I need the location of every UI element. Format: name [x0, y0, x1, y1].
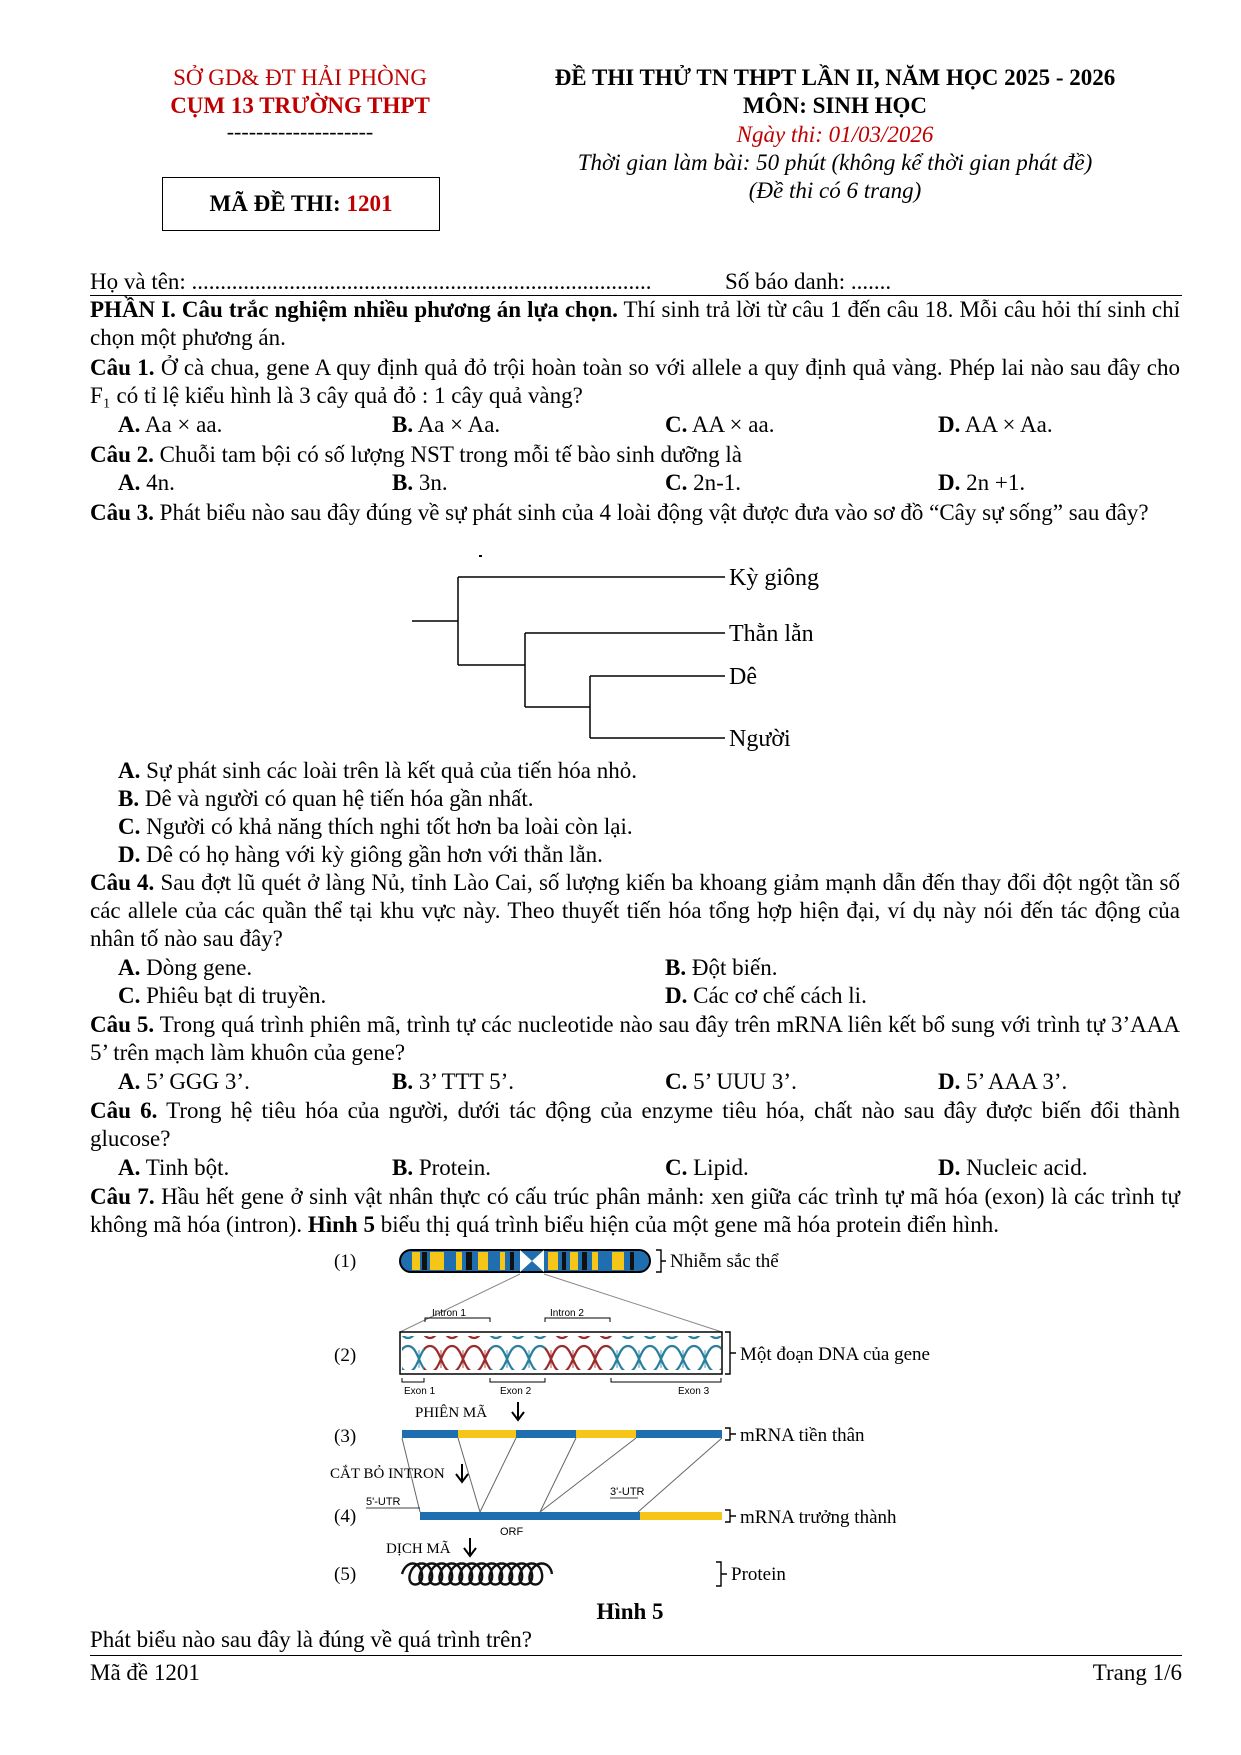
exam-code-label: MÃ ĐỀ THI: [209, 191, 341, 216]
q4-b-key: B. [665, 955, 687, 980]
q6-number: Câu 6. [90, 1098, 158, 1123]
q6-b-key: B. [392, 1155, 414, 1180]
q2-option-b[interactable] [392, 469, 448, 497]
mature-mrna-strand [420, 1512, 722, 1520]
q2-d-text: 2n +1. [960, 470, 1026, 495]
utr5-label: 5'-UTR [366, 1496, 401, 1508]
q6-a-text: Tinh bột. [140, 1155, 230, 1180]
header-dashes: -------------------- [226, 119, 374, 144]
footer-page-number: Trang 1/6 [1092, 1660, 1182, 1685]
exon-1-label: Exon 1 [404, 1386, 436, 1397]
q3-d-text: Dê có họ hàng với kỳ giông gần hơn với thằn lằn. [140, 842, 603, 867]
q6-a-key: A. [118, 1155, 141, 1180]
q3-c-key: C. [118, 814, 141, 839]
q3-c-text: Người có khả năng thích nghi tốt hơn ba loài còn lại. [140, 814, 633, 839]
transcription-label: PHIÊN MÃ [415, 1405, 488, 1421]
q4-b-text: Đột biến. [686, 955, 778, 980]
q2-b-text: 3n. [413, 470, 448, 495]
q5-option-c[interactable] [665, 1068, 797, 1096]
step-2-number: (2) [334, 1345, 357, 1366]
q1-d-text: AA × Aa. [960, 412, 1053, 437]
splicing-label: CẮT BỎ INTRON [330, 1466, 445, 1482]
q6-c-text: Lipid. [687, 1155, 749, 1180]
question-7 [90, 1183, 1180, 1239]
q7-figure-ref: Hình 5 [307, 1212, 375, 1237]
q3-a-text: Sự phát sinh các loài trên là kết quả của tiến hóa nhỏ. [140, 758, 637, 783]
cluster-name: CỤM 13 TRƯỜNG THPT [170, 93, 430, 118]
q4-d-text: Các cơ chế cách li. [687, 983, 867, 1008]
question-2 [90, 441, 1180, 469]
q5-b-key: B. [392, 1069, 414, 1094]
q4-d-key: D. [665, 983, 688, 1008]
q6-d-text: Nucleic acid. [960, 1155, 1088, 1180]
step-5-number: (5) [334, 1564, 357, 1585]
q2-option-a[interactable] [118, 469, 175, 497]
q2-option-c[interactable] [665, 469, 741, 497]
q4-c-text: Phiêu bạt di truyền. [140, 983, 327, 1008]
step-3-number: (3) [334, 1426, 357, 1447]
q5-d-key: D. [938, 1069, 961, 1094]
q5-number: Câu 5. [90, 1012, 155, 1037]
subject-title: MÔN: SINH HỌC [743, 93, 927, 118]
q4-number: Câu 4. [90, 870, 155, 895]
q5-option-d[interactable] [938, 1068, 1067, 1096]
q2-d-key: D. [938, 470, 961, 495]
q6-option-a[interactable] [118, 1154, 229, 1182]
q6-option-b[interactable] [392, 1154, 491, 1182]
q1-c-text: AA × aa. [687, 412, 775, 437]
mature-mrna-label: mRNA trưởng thành [740, 1507, 897, 1528]
question-4 [90, 869, 1180, 953]
transcription-arrow-icon [512, 1402, 524, 1420]
q7-stem: Phát biểu nào sau đây là đúng về quá trình trên? [90, 1627, 532, 1652]
student-id-field[interactable]: Số báo danh: ....... [725, 269, 892, 294]
q5-c-key: C. [665, 1069, 688, 1094]
footer-exam-code: Mã đề 1201 [90, 1660, 200, 1685]
q5-d-text: 5’ AAA 3’. [960, 1069, 1068, 1094]
phylogenetic-tree [400, 555, 860, 755]
q2-c-key: C. [665, 470, 688, 495]
q3-b-text: Dê và người có quan hệ tiến hóa gần nhất. [139, 786, 534, 811]
q6-b-text: Protein. [413, 1155, 492, 1180]
exam-code-box [162, 177, 440, 231]
protein-label: Protein [731, 1564, 786, 1585]
q4-text: Sau đợt lũ quét ở làng Nủ, tỉnh Lào Cai, số lượng kiến ba khoang giảm mạnh dẫn đến thay đổi đột ngột tần số các allele của các quần thể tại khu vực này. Theo thuyết tiến hóa tổng hợp hiện đại, ví dụ này nói đến tác động của nhân tố nào sau đây? [90, 870, 1180, 951]
q2-text: Chuỗi tam bội có số lượng NST trong mỗi tế bào sinh dưỡng là [153, 442, 742, 467]
q1-b-text: Aa × Aa. [413, 412, 501, 437]
intron-2-label: Intron 2 [550, 1308, 584, 1319]
q1-a-key: A. [118, 412, 141, 437]
q1-text: Ở cà chua, gene A quy định quả đỏ trội hoàn toàn so với allele a quy định quả vàng. Phép lai nào sau đây cho F₁ có tỉ lệ kiểu hình là 3 cây quả đỏ : 1 cây quả vàng? [90, 355, 1180, 408]
q1-option-b[interactable] [392, 411, 500, 439]
q5-b-text: 3’ TTT 5’. [413, 1069, 515, 1094]
q5-text: Trong quá trình phiên mã, trình tự các nucleotide nào sau đây trên mRNA liên kết bổ sung với trình tự 3’AAA 5’ trên mạch làm khuôn của gene? [90, 1012, 1181, 1065]
q4-option-b[interactable] [665, 954, 777, 982]
chromosome-icon [400, 1250, 650, 1272]
question-1 [90, 354, 1180, 410]
q3-d-key: D. [118, 842, 141, 867]
tree-label-goat: Dê [729, 664, 757, 690]
q4-option-a[interactable] [118, 954, 252, 982]
tree-label-lizard: Thằn lằn [729, 621, 814, 647]
step-1-number: (1) [334, 1251, 357, 1272]
q2-c-text: 2n-1. [687, 470, 742, 495]
q4-a-text: Dòng gene. [140, 955, 253, 980]
department-name: SỞ GD& ĐT HẢI PHÒNG [173, 65, 427, 90]
q4-c-key: C. [118, 983, 141, 1008]
q5-c-text: 5’ UUU 3’. [687, 1069, 797, 1094]
q1-a-text: Aa × aa. [140, 412, 223, 437]
q3-option-a[interactable] [118, 757, 637, 785]
translation-arrow-icon [464, 1538, 476, 1556]
q3-option-d[interactable] [118, 841, 603, 869]
student-name-field[interactable]: Họ và tên: ................................................................................ [90, 269, 652, 294]
q3-option-b[interactable] [118, 785, 534, 813]
pre-mrna-strand [402, 1430, 722, 1438]
pre-mrna-label: mRNA tiền thân [740, 1425, 865, 1446]
q6-option-c[interactable] [665, 1154, 749, 1182]
page-count: (Đề thi có 6 trang) [748, 178, 922, 203]
q1-number: Câu 1. [90, 355, 155, 380]
exam-code-value: 1201 [346, 191, 393, 216]
q3-a-key: A. [118, 758, 141, 783]
q2-number: Câu 2. [90, 442, 154, 467]
q7-number: Câu 7. [90, 1184, 155, 1209]
question-3 [90, 499, 1180, 527]
orf-label: ORF [500, 1526, 524, 1538]
exon-3-label: Exon 3 [678, 1386, 710, 1397]
q1-option-d[interactable] [938, 411, 1053, 439]
q1-c-key: C. [665, 412, 688, 437]
q7-text-1: Hầu hết gene ở sinh vật nhân thực có cấu trúc phân mảnh: xen giữa các trình tự mã hóa (exon) là các trình tự không mã hóa (intron). [90, 1184, 1180, 1237]
q4-option-d[interactable] [665, 982, 867, 1010]
q5-a-text: 5’ GGG 3’. [140, 1069, 250, 1094]
q1-option-a[interactable] [118, 411, 222, 439]
q2-b-key: B. [392, 470, 414, 495]
exam-duration: Thời gian làm bài: 50 phút (không kể thời gian phát đề) [577, 150, 1093, 175]
exon-2-label: Exon 2 [500, 1386, 532, 1397]
dna-segment-label: Một đoạn DNA của gene [740, 1344, 930, 1365]
part1-title: PHẦN I. Câu trắc nghiệm nhiều phương án lựa chọn. [90, 297, 618, 322]
q3-text: Phát biểu nào sau đây đúng về sự phát sinh của 4 loài động vật được đưa vào sơ đồ “Cây sự sống” sau đây? [153, 500, 1149, 525]
q6-d-key: D. [938, 1155, 961, 1180]
figure-5-gene-expression [320, 1240, 940, 1595]
figure-5-caption: Hình 5 [596, 1599, 664, 1624]
footer-divider [90, 1655, 1182, 1656]
q2-option-d[interactable] [938, 469, 1025, 497]
part1-instruction: Thí sinh trả lời từ câu 1 đến câu 18. Mỗi câu hỏi thí sinh chỉ chọn một phương án. [90, 297, 1180, 350]
utr3-label: 3'-UTR [610, 1486, 645, 1498]
q6-c-key: C. [665, 1155, 688, 1180]
chromosome-label: Nhiễm sắc thể [670, 1251, 779, 1272]
tree-label-salamander: Kỳ giông [729, 565, 819, 591]
translation-label: DỊCH MÃ [386, 1541, 451, 1557]
q5-option-b[interactable] [392, 1068, 514, 1096]
tree-label-human: Người [729, 726, 791, 752]
protein-chain-icon [402, 1564, 552, 1585]
q1-option-c[interactable] [665, 411, 774, 439]
question-6 [90, 1097, 1180, 1153]
question-5 [90, 1011, 1180, 1067]
q7-text-2: biểu thị quá trình biểu hiện của một gene mã hóa protein điển hình. [374, 1212, 999, 1237]
q3-number: Câu 3. [90, 500, 154, 525]
q2-a-key: A. [118, 470, 141, 495]
dna-helix [402, 1336, 721, 1370]
exam-date: Ngày thi: 01/03/2026 [736, 122, 934, 147]
q5-a-key: A. [118, 1069, 141, 1094]
intron-1-label: Intron 1 [432, 1308, 466, 1319]
q4-option-c[interactable] [118, 982, 326, 1010]
q6-text: Trong hệ tiêu hóa của người, dưới tác động của enzyme tiêu hóa, chất nào sau đây được biến đổi thành glucose? [90, 1098, 1180, 1151]
step-4-number: (4) [334, 1506, 357, 1527]
q6-option-d[interactable] [938, 1154, 1087, 1182]
q1-b-key: B. [392, 412, 414, 437]
q5-option-a[interactable] [118, 1068, 250, 1096]
exam-title: ĐỀ THI THỬ TN THPT LẦN II, NĂM HỌC 2025 - 2026 [554, 65, 1116, 90]
part1-heading [90, 296, 1180, 352]
q4-a-key: A. [118, 955, 141, 980]
q1-d-key: D. [938, 412, 961, 437]
q3-option-c[interactable] [118, 813, 633, 841]
q3-b-key: B. [118, 786, 140, 811]
q2-a-text: 4n. [140, 470, 175, 495]
